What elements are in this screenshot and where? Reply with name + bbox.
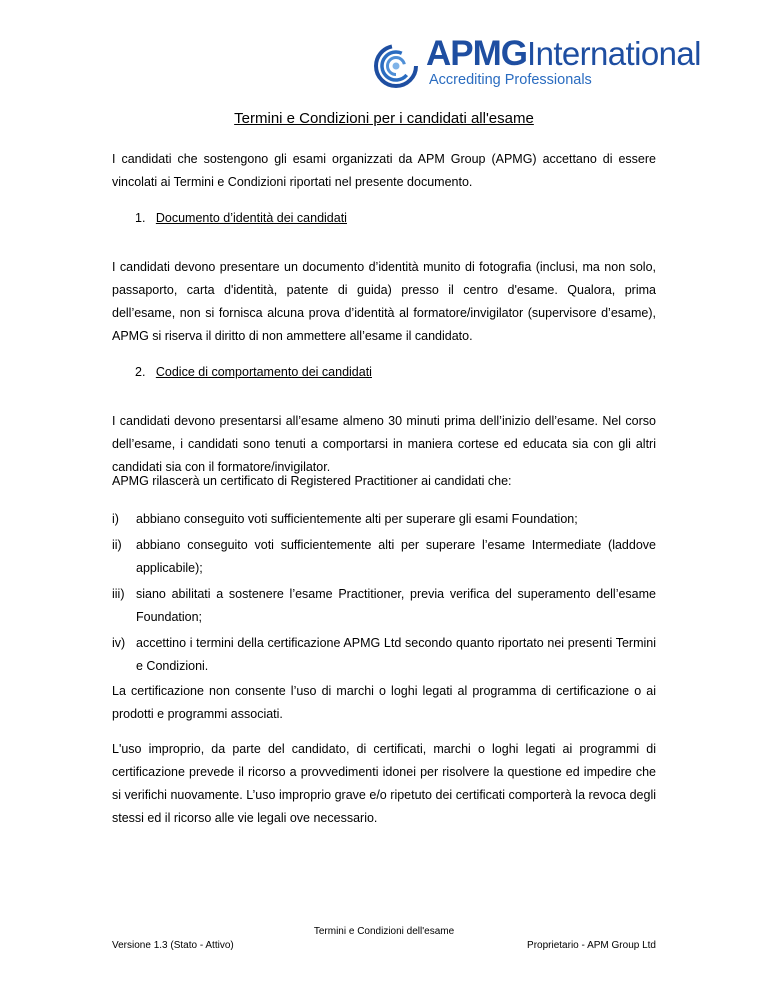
apmg-swirl-icon bbox=[372, 38, 428, 94]
apmg-logo bbox=[372, 34, 701, 94]
section-1-number: 1. bbox=[135, 211, 146, 225]
logo-brand-bold: APMG bbox=[426, 34, 527, 73]
list-item-text: abbiano conseguito voti sufficientemente alti per superare gli esami Foundation; bbox=[136, 512, 578, 526]
misuse-paragraph: L'uso improprio, da parte del candidato, di certificati, marchi o loghi legati ai programmi di certificazione prevede il ricorso a provvedimenti idonei per risolvere la questione ed impedire che si verifichi nuovamente. L’uso improprio grave e/o ripetuto dei certificati comporterà la revoca degli stessi ed il ricorso alle vie legali ove necessario. bbox=[112, 742, 656, 825]
intro-paragraph: I candidati che sostengono gli esami organizzati da APM Group (APMG) accettano di essere vincolati ai Termini e Condizioni riportati nel presente documento. bbox=[112, 152, 656, 189]
footer-version: Versione 1.3 (Stato - Attivo) bbox=[112, 940, 234, 951]
section-1-heading bbox=[135, 208, 347, 228]
list-item-text: accettino i termini della certificazione APMG Ltd secondo quanto riportato nei presenti Termini e Condizioni. bbox=[136, 636, 656, 673]
list-item-number: iv) bbox=[112, 636, 126, 650]
list-item bbox=[112, 508, 656, 531]
marks-paragraph: La certificazione non consente l’uso di marchi o loghi legati al programma di certificazione o ai prodotti e programmi associati. bbox=[112, 684, 656, 721]
footer-owner: Proprietario - APM Group Ltd bbox=[527, 940, 656, 951]
list-item-number: i) bbox=[112, 512, 119, 526]
section-2-heading bbox=[135, 362, 372, 382]
certificate-intro: APMG rilascerà un certificato di Registered Practitioner ai candidati che: bbox=[112, 474, 512, 488]
logo-brand-name bbox=[426, 36, 701, 71]
section-2-number: 2. bbox=[135, 365, 146, 379]
logo-tagline: Accrediting Professionals bbox=[429, 72, 592, 88]
list-item bbox=[112, 534, 656, 580]
list-item bbox=[112, 632, 656, 678]
list-item-number: ii) bbox=[112, 538, 122, 552]
page-title: Termini e Condizioni per i candidati all'esame bbox=[234, 110, 534, 127]
section-1-body: I candidati devono presentare un documento d’identità munito di fotografia (inclusi, ma non solo, passaporto, carta d'identità, patente di guida) presso il centro d'esame. Qualora, prima dell’esame, non si fornisca alcuna prova d’identità al formatore/invigilator (supervisore d’esame), APMG si riserva il diritto di non ammettere all’esame il candidato. bbox=[112, 260, 656, 343]
section-1-title: Documento d’identità dei candidati bbox=[155, 211, 347, 225]
section-2-body: I candidati devono presentarsi all’esame almeno 30 minuti prima dell’inizio dell’esame. Nel corso dell’esame, i candidati sono tenuti a comportarsi in maniera cortese ed educata sia con gli altri candidati sia con il formatore/invigilator. bbox=[112, 414, 656, 474]
conditions-list bbox=[112, 508, 656, 681]
list-item-text: abbiano conseguito voti sufficientemente alti per superare l’esame Intermediate (laddove applicabile); bbox=[136, 538, 656, 575]
list-item bbox=[112, 583, 656, 629]
footer-title: Termini e Condizioni dell'esame bbox=[313, 926, 455, 937]
section-2-title: Codice di comportamento dei candidati bbox=[155, 365, 372, 379]
logo-brand-rest: International bbox=[527, 35, 701, 72]
list-item-number: iii) bbox=[112, 587, 125, 601]
list-item-text: siano abilitati a sostenere l’esame Practitioner, previa verifica del superamento dell’esame Foundation; bbox=[136, 587, 656, 624]
